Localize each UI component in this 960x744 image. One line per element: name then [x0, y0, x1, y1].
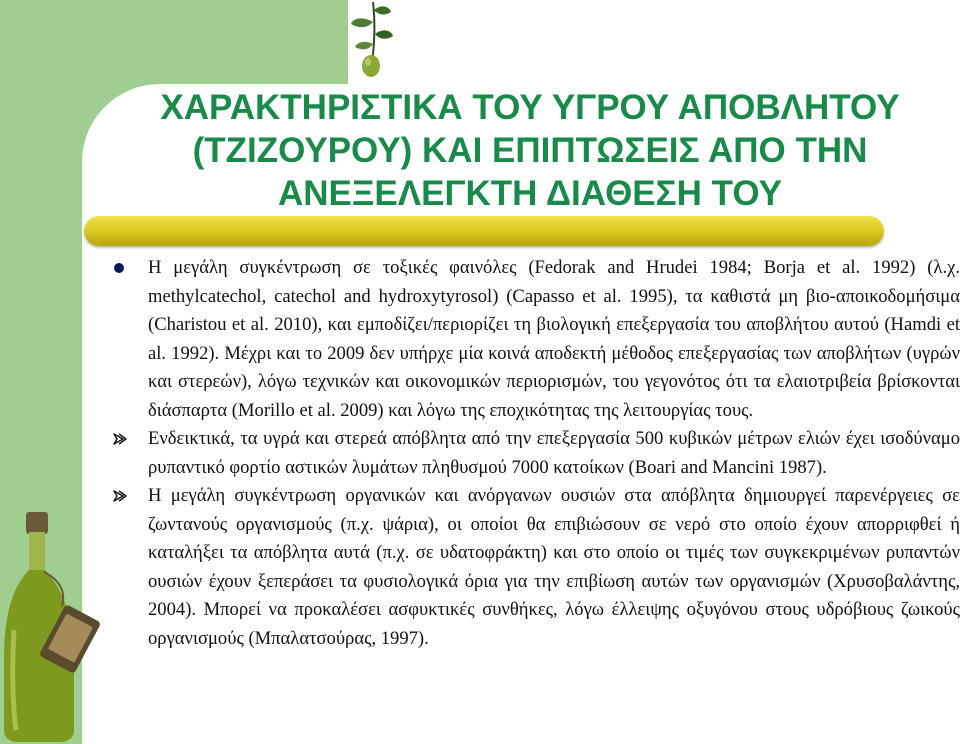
- title-divider-bar: [84, 216, 884, 246]
- arrow-bullet-icon: [112, 431, 128, 447]
- bullet-item-3: [112, 482, 960, 653]
- bullet-text-3: Η μεγάλη συγκέντρωση οργανικών και ανόργανων ουσιών στα απόβλητα δημιουργεί παρενέργειες σε ζωντανούς οργανισμούς (π.χ. ψάρια), οι οποίοι θα επιβιώσουν σε νερό στο οποίο έχουν απορριφθεί ή καταλήξει τα απόβλητα αυτά (π.χ. σε υδατοφράκτη) και στο οποίο οι τιμές των συγκεκριμένων ρυπαντών ουσιών έχουν ξεπεράσει τα φυσιολογικά όρια για την επιβίωση αυτών των οργανισμών (Χρυσοβαλάντης, 2004). Μπορεί να προκαλέσει ασφυκτικές συνθήκες, λόγω έλλειψης οξυγόνου στους υδρόβιους ζωικούς οργανισμούς (Μπαλατσούρας, 1997).: [148, 485, 960, 649]
- bullet-dot-icon: [114, 263, 124, 273]
- bullet-text-2: Ενδεικτικά, τα υγρά και στερεά απόβλητα από την επεξεργασία 500 κυβικών μέτρων ελιών έχει ισοδύναμο ρυπαντικό φορτίο αστικών λυμάτων πληθυσμού 7000 κατοίκων (Boari and Mancini 1987).: [148, 428, 960, 478]
- title-line-1: ΧΑΡΑΚΤΗΡΙΣΤΙΚΑ ΤΟΥ ΥΓΡΟΥ ΑΠΟΒΛΗΤΟΥ: [160, 88, 900, 127]
- title-line-3: ΑΝΕΞΕΛΕΓΚΤΗ ΔΙΑΘΕΣΗ ΤΟΥ: [278, 174, 782, 213]
- title-line-2: (ΤΖΙΖΟΥΡΟΥ) ΚΑΙ ΕΠΙΠΤΩΣΕΙΣ ΑΠΟ ΤΗΝ: [192, 131, 868, 170]
- olive-oil-bottle-icon: [0, 510, 110, 744]
- slide-title: [100, 86, 960, 215]
- bullet-text-1: Η μεγάλη συγκέντρωση σε τοξικές φαινόλες (Fedorak and Hrudei 1984; Borja et al. 1992) (λ.χ. methylcatechol, catechol and hydroxytyrosol) (Capasso et al. 1995), τα καθιστά μη βιο-αποικοδομήσιμα (Charistou et al. 2010), και εμποδίζει/περιορίζει τη βιολογική επεξεργασία του αποβλήτου αυτού (Hamdi et al. 1992). Μέχρι και το 2009 δεν υπήρχε μία κοινά αποδεκτή μέθοδος επεξεργασίας των αποβλήτων (υγρών και στερεών), λόγω τεχνικών και οικονομικών περιορισμών, του γεγονότος ότι τα ελαιοτριβεία βρίσκονται διάσπαρτα (Morillo et al. 2009) και λόγω της εποχικότητας της λειτουργίας τους.: [148, 257, 960, 421]
- arrow-bullet-icon: [112, 488, 128, 504]
- bullet-item-1: [112, 254, 960, 425]
- olive-branch-icon: [345, 0, 395, 80]
- slide-body: [112, 254, 960, 653]
- bullet-item-2: [112, 425, 960, 482]
